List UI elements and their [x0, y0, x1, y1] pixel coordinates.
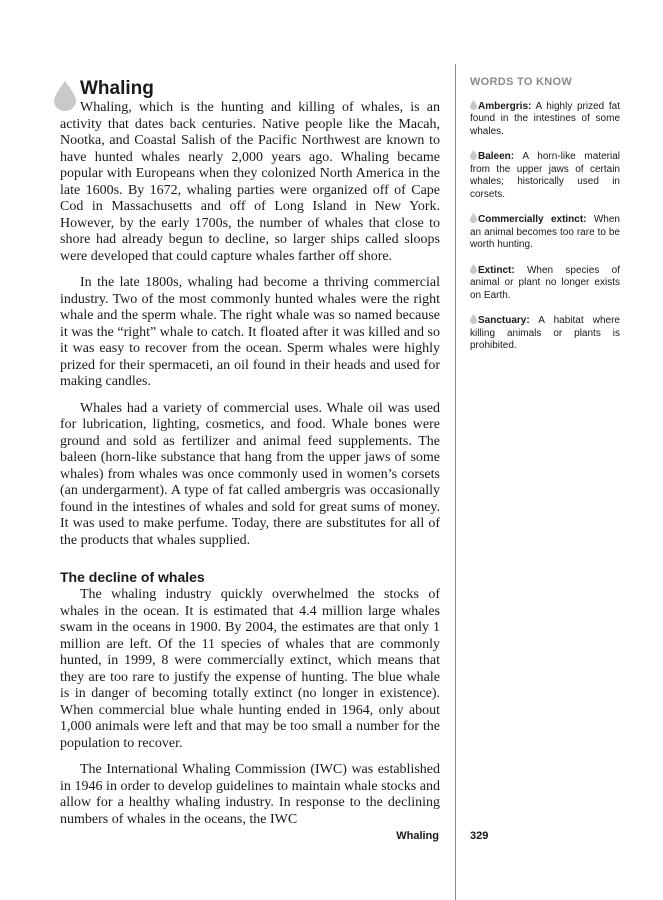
water-drop-icon: [470, 100, 477, 110]
water-drop-icon: [470, 264, 477, 274]
term-word: Extinct:: [478, 264, 515, 276]
water-drop-icon: [470, 150, 477, 160]
water-drop-icon: [54, 81, 76, 111]
term-definition: A highly prized fat found in the intestines of some whales.: [470, 100, 620, 137]
paragraph: Whaling, which is the hunting and killing of whales, is an activity that dates back centuries. Native people like the Macah, Nootka, and Coastal Salish of the Pacific Northwest are known to have hunted whales nearly 2,000 years ago. Whaling became popular with Europeans when they colonized North America in the late 1600s. By 1672, whaling parties were organized off of Cape Cod in Massachusetts and off of Long Island in New York. However, by the early 1700s, the number of whales that close to shore had already begun to decline, so larger ships called sloops were developed that could capture whales farther off shore.: [60, 100, 440, 264]
section-heading: The decline of whales: [60, 569, 205, 585]
glossary-term: [470, 264, 620, 303]
article-title: Whaling: [80, 78, 154, 99]
term-word: Commercially extinct:: [478, 214, 587, 225]
sidebar-divider: [455, 64, 456, 900]
running-title: Whaling: [396, 830, 439, 842]
term-word: Sanctuary:: [478, 315, 530, 326]
glossary-term: [470, 150, 620, 201]
title-block: [60, 78, 440, 100]
paragraph: The International Whaling Commission (IWC) was established in 1946 in order to develop guidelines to maintain whale stocks and allow for a healthy whaling industry. In response to the declining numbers of whales in the oceans, the IWC: [60, 762, 440, 827]
paragraph: In the late 1800s, whaling had become a thriving commercial industry. Two of the most commonly hunted whales were the right whale and the sperm whale. The right whale was so named because it was the “right” whale to catch. It floated after it was killed and so it was easy to recover from the ocean. Sperm whales were highly prized for their spermaceti, an oil found in their heads and used for making candles.: [60, 275, 440, 389]
sidebar-heading: WORDS TO KNOW: [470, 76, 573, 88]
glossary-term: [470, 314, 620, 353]
article-body: [60, 78, 440, 838]
words-to-know-sidebar: [470, 76, 620, 365]
water-drop-icon: [470, 314, 477, 324]
paragraph: The whaling industry quickly overwhelmed the stocks of whales in the ocean. It is estimated that 4.4 million large whales swam in the oceans in 1900. By 2004, the estimates are that only 1 million are left. Of the 11 species of whales that are commonly hunted, in 1999, 8 were commercially extinct, which means that they are too rare to justify the expense of hunting. The blue whale is in danger of becoming totally extinct (no longer in existence). When commercial blue whale hunting ended in 1964, only about 1,000 animals were left and that may be too small a number for the population to recover.: [60, 587, 440, 751]
term-definition: A habitat where killing animals or plants is prohibited.: [470, 315, 620, 351]
term-list: [470, 100, 620, 353]
water-drop-icon: [470, 213, 477, 223]
paragraph: Whales had a variety of commercial uses. Whale oil was used for lubrication, lighting, cosmetics, and food. Whale bones were ground and sold as fertilizer and animal feed supplements. The baleen (horn-like substance that hang from the upper jaws of some whales) from whales was once commonly used in women’s corsets (an undergarment). A type of fat called ambergris was occasionally found in the intestines of whales and sold for great sums of money. It was used to make perfume. Today, there are substitutes for all of the products that whales supplied.: [60, 400, 440, 548]
term-word: Baleen:: [478, 151, 515, 162]
term-definition: When an animal becomes too rare to be worth hunting.: [470, 214, 620, 250]
glossary-term: [470, 213, 620, 252]
term-definition: A horn-like material from the upper jaws of certain whales; historically used in corsets.: [470, 151, 620, 200]
term-word: Ambergris:: [478, 100, 532, 112]
term-definition: When species of animal or plant no longer exists on Earth.: [470, 264, 620, 301]
page-number: 329: [470, 830, 489, 842]
glossary-term: [470, 100, 620, 139]
